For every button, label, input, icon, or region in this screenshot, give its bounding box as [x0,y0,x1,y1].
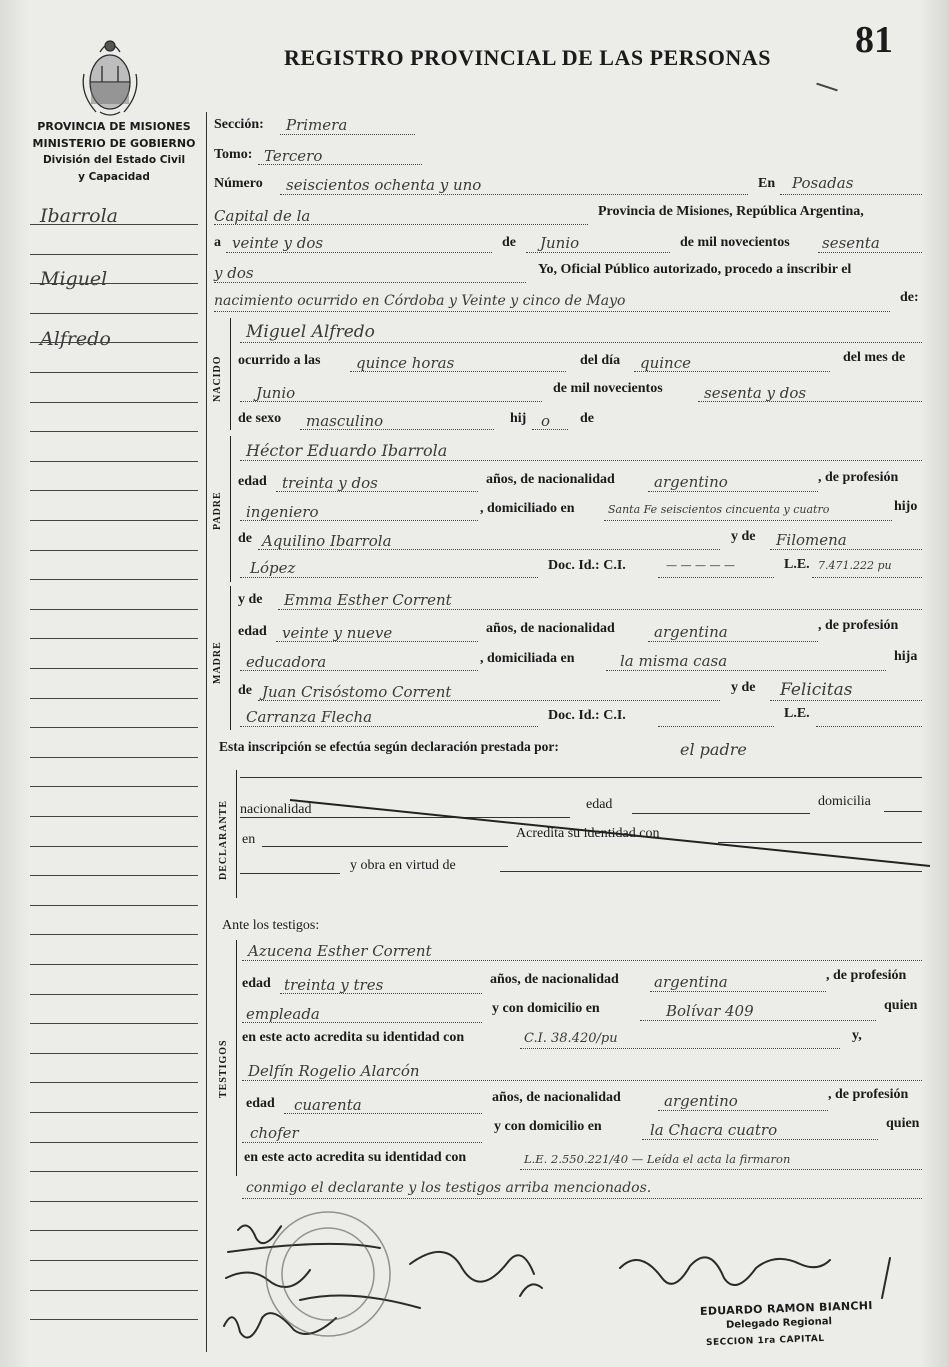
testigo-2-dom-line [642,1139,878,1140]
testigo-1-doc-line [520,1048,840,1049]
de-colon: de: [900,290,919,305]
stub-line [30,1082,198,1083]
sexo-label: de sexo [238,411,282,426]
padre-nac-line [648,491,818,492]
stub-line [30,461,198,462]
stamp-office: SECCION 1ra CAPITAL [705,1333,825,1349]
padre-doc-label: Doc. Id.: C.I. [548,558,626,573]
nacido-section-label: NACIDO [212,355,223,402]
stub-line [30,934,198,935]
testigo-2-doc-line [520,1169,922,1170]
padre-name-line [240,460,922,461]
seccion-value: Primera [286,116,348,134]
stub-line [30,1053,198,1054]
acta-line [214,311,890,312]
stub-line [30,668,198,669]
padre-father-line [258,549,720,550]
numero-value: seiscientos ochenta y uno [286,176,482,194]
stub-line [30,816,198,817]
declarante-obra-label: y obra en virtud de [350,858,456,873]
oficial-text: Yo, Oficial Público autorizado, procedo a inscribir el [538,262,852,277]
stub-line [30,757,198,758]
de-label: de [502,235,516,250]
testigo-1-dom-line [640,1020,876,1021]
stub-line [30,1142,198,1143]
stub-line [30,1112,198,1113]
year-label: de mil novecientos [680,235,790,250]
madre-edad-label: edad [238,624,267,639]
stub-line [30,342,198,343]
stub-line [30,1319,198,1320]
padre-prof-value: ingeniero [246,503,319,521]
hij-label: hij [510,411,527,426]
padre-prof-label: , de profesión [818,470,899,485]
padre-le-value: 7.471.222 pu [818,559,892,572]
stub-line [30,402,198,403]
testigo-1-nac-line [650,991,826,992]
madre-de-label: de [238,683,252,698]
en-label: En [758,176,776,191]
testigo-2-dom-value: la Chacra cuatro [650,1121,778,1139]
testigo-2-nac-value: argentino [664,1092,738,1110]
numero-line [280,194,748,195]
declarante-bar [236,770,237,898]
mes-line [240,401,542,402]
stub-line [30,1023,198,1024]
stub-line [30,964,198,965]
anio-line [698,401,922,402]
padre-y-de-label: y de [731,529,756,544]
padre-le-line [812,577,922,578]
acta-value: nacimiento ocurrido en Córdoba y Veinte y cinco de Mayo [214,293,626,309]
year-value-2: y dos [214,264,254,282]
testigo-1-nac-value: argentina [654,973,728,991]
stub-line [30,994,198,995]
madre-y-de2-label: y de [731,680,756,695]
month-line [526,252,670,253]
stub-line [30,283,198,284]
stub-line [30,520,198,521]
padre-anios-label: años, de nacionalidad [486,472,615,487]
declarante-dom-label: domicilia [818,794,871,809]
stub-line [30,638,198,639]
sexo-line [300,429,494,430]
testigo-2-nac-line [658,1110,828,1111]
padre-dom-label: , domiciliado en [480,501,575,516]
madre-father-line [258,700,720,701]
stub-line [30,786,198,787]
dia-line [634,371,830,372]
madre-nac-value: argentina [654,623,728,641]
madre-name-line [278,609,922,610]
authority-line-1: PROVINCIA DE MISIONES [37,120,191,133]
day-value: veinte y dos [232,234,324,252]
madre-mother-line [770,700,922,701]
day-line [226,252,492,253]
testigo-1-edad-line [280,993,482,994]
sexo-value: masculino [306,412,384,430]
stub-line [30,1290,198,1291]
padre-edad-line [276,491,478,492]
year-value-1: sesenta [822,234,880,252]
hij-line [532,429,568,430]
madre-dom-label: , domiciliada en [480,651,575,666]
madre-section-label: MADRE [212,641,223,684]
stub-surname: Ibarrola [40,205,119,227]
madre-mother-value-2: Carranza Flecha [246,708,373,726]
testigo-1-prof-line [242,1022,482,1023]
testigo-1-prof-value: empleada [246,1005,320,1023]
testigo-2-name: Delfín Rogelio Alarcón [248,1062,420,1080]
testigos-section-label: TESTIGOS [218,1039,229,1098]
hora-value: quince horas [356,354,455,372]
madre-le-label: L.E. [784,706,810,721]
stub-line [30,1171,198,1172]
padre-doc-line [658,577,774,578]
mes-label: del mes de [843,350,906,365]
testigo-1-edad-label: edad [242,976,271,991]
stamp-title: Delegado Regional [725,1316,833,1331]
mil-label: de mil novecientos [553,381,663,396]
madre-prof-label: , de profesión [818,618,899,633]
stub-name-2: Alfredo [40,328,111,350]
padre-le-label: L.E. [784,557,810,572]
madre-edad-value: veinte y nueve [282,624,393,642]
madre-father-value: Juan Crisóstomo Corrent [262,683,452,701]
testigo-2-prof-line [242,1142,482,1143]
year-line-2 [214,282,526,283]
padre-edad-value: treinta y dos [282,474,378,492]
testigo-2-dom-label: y con domicilio en [494,1119,602,1134]
madre-mother-line-2 [240,726,538,727]
hora-line [350,371,566,372]
tomo-value: Tercero [264,147,323,165]
testigo-1-name: Azucena Esther Corrent [248,942,432,960]
padre-dom-line [604,520,892,521]
hij-value: o [541,412,551,430]
madre-prof-value: educadora [246,653,327,671]
madre-y-de-label: y de [238,592,263,607]
madre-mother-value: Felicitas [780,680,853,700]
stub-line [30,254,198,255]
stub-line [30,875,198,876]
padre-dom-value: Santa Fe seiscientos cincuenta y cuatro [608,503,830,516]
stub-line [30,846,198,847]
testigo-1-dom-label: y con domicilio en [492,1001,600,1016]
authority-line-2: MINISTERIO DE GOBIERNO [32,137,196,150]
madre-nac-line [648,641,818,642]
testigo-2-name-line [242,1080,922,1081]
stub-line [30,431,198,432]
tomo-label: Tomo: [214,147,253,162]
declaracion-value: el padre [680,740,747,759]
madre-dom-value: la misma casa [620,652,728,670]
document-title: REGISTRO PROVINCIAL DE LAS PERSONAS [284,45,771,70]
declaracion-text: Esta inscripción se efectúa según declaración prestada por: [219,739,559,754]
declarante-acredita-label: Acredita su identidad con [516,826,660,841]
madre-name: Emma Esther Corrent [284,591,452,609]
testigos-intro: Ante los testigos: [222,918,320,933]
seccion-line [280,134,415,135]
seccion-label: Sección: [214,117,264,132]
madre-doc-label: Doc. Id.: C.I. [548,708,626,723]
testigo-1-doc-value: C.I. 38.420/pu [524,1031,618,1046]
madre-edad-line [276,641,478,642]
month-value: Junio [540,234,580,252]
padre-section-label: PADRE [212,491,223,530]
padre-prof-line [240,520,478,521]
declarante-nac-label: nacionalidad [240,802,312,817]
testigo-1-y-label: y, [852,1028,862,1043]
stub-name-1: Miguel [40,268,108,290]
padre-mother-value: Filomena [776,531,847,549]
stub-line [30,727,198,728]
en-line [780,194,922,195]
madre-doc-line [658,726,774,727]
testigo-1-edad-value: treinta y tres [284,976,384,994]
stub-line [30,1260,198,1261]
testigo-2-doc-value: L.E. 2.550.221/40 — Leída el acta la firmaron [524,1152,791,1166]
coat-of-arms-icon [78,34,142,120]
padre-mother-line [770,549,922,550]
tomo-line [258,164,422,165]
padre-doc-value: — — — — — [666,559,735,572]
testigo-2-prof-label: , de profesión [828,1087,909,1102]
declarante-section-label: DECLARANTE [218,799,229,880]
testigos-closing-line [242,1198,922,1199]
stub-line [30,609,198,610]
testigo-1-anios-label: años, de nacionalidad [490,972,619,987]
stamp-name: EDUARDO RAMON BIANCHI [699,1298,873,1319]
testigo-2-quien-label: quien [886,1116,920,1131]
declarante-cancel-stroke [240,770,930,900]
dia-value: quince [640,354,691,372]
madre-hija-label: hija [894,649,918,664]
padre-father-value: Aquilino Ibarrola [262,532,392,550]
testigo-2-edad-line [284,1113,482,1114]
testigo-2-anios-label: años, de nacionalidad [492,1090,621,1105]
madre-anios-label: años, de nacionalidad [486,621,615,636]
testigo-1-prof-label: , de profesión [826,968,907,983]
testigo-2-acredita-label: en este acto acredita su identidad con [244,1150,467,1165]
stub-line [30,490,198,491]
del-dia-label: del día [580,353,621,368]
testigo-1-name-line [242,960,922,961]
testigos-bar [236,940,237,1176]
city-line [214,224,588,225]
testigo-1-quien-label: quien [884,998,918,1013]
madre-prof-line [240,670,478,671]
mes-value: Junio [256,384,296,402]
en-value: Posadas [792,174,854,192]
padre-edad-label: edad [238,474,267,489]
madre-le-line [816,726,922,727]
padre-nac-value: argentino [654,473,728,491]
stub-line [30,1230,198,1231]
stub-line [30,224,198,225]
testigos-closing: conmigo el declarante y los testigos arriba mencionados. [246,1180,652,1196]
declarante-en-label: en [242,832,256,847]
ocurrido-label: ocurrido a las [238,353,321,368]
stub-line [30,698,198,699]
nacido-de-label: de [580,411,594,426]
stub-line [30,550,198,551]
page-number: 81 [855,19,893,61]
padre-name: Héctor Eduardo Ibarrola [246,441,448,460]
testigo-2-edad-value: cuarenta [294,1096,362,1114]
nacido-bar [230,318,231,430]
stub-line [30,313,198,314]
nacido-name-line [240,342,922,343]
testigo-1-dom-value: Bolívar 409 [666,1002,754,1020]
madre-dom-line [606,670,886,671]
authority-block [24,118,204,186]
anio-value: sesenta y dos [704,384,807,402]
main-divider [206,112,207,1352]
stub-line [30,372,198,373]
padre-mother-line-2 [240,577,538,578]
authority-line-3: División del Estado Civil [42,154,186,166]
stub-line [30,905,198,906]
authority-line-4: y Capacidad [78,171,150,183]
padre-bar [230,436,231,582]
testigo-2-prof-value: chofer [250,1124,299,1142]
a-label: a [214,235,221,250]
madre-bar [230,586,231,730]
year-line-1 [818,252,922,253]
padre-hijo-label: hijo [894,499,918,514]
testigo-1-acredita-label: en este acto acredita su identidad con [242,1030,465,1045]
stub-line [30,1201,198,1202]
declarante-edad-label: edad [586,797,613,812]
provincia-text: Provincia de Misiones, República Argentina, [598,204,864,219]
padre-mother-value-2: López [250,559,296,577]
nacido-name: Miguel Alfredo [246,322,375,342]
testigo-2-edad-label: edad [246,1096,275,1111]
stub-line [30,579,198,580]
padre-de-label: de [238,531,252,546]
city-value: Capital de la [214,207,311,225]
numero-label: Número [214,176,263,191]
